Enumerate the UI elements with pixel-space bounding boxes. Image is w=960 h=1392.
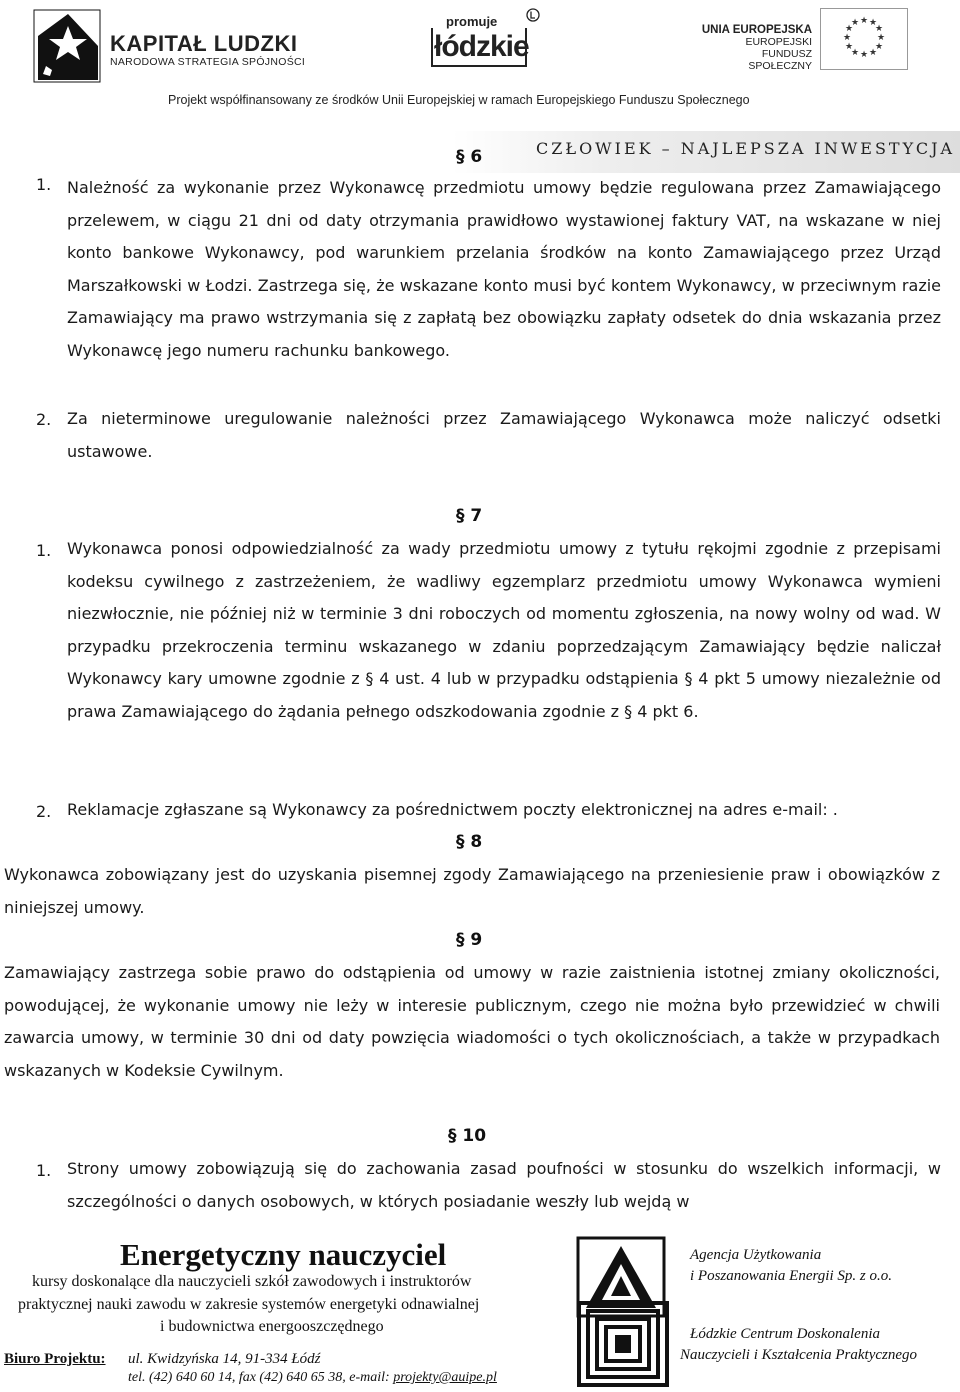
svg-text:★: ★ (868, 18, 878, 28)
centre-line2: Nauczycieli i Kształcenia Praktycznego (680, 1347, 918, 1363)
eu-text (700, 24, 812, 72)
svg-text:★: ★ (844, 24, 854, 34)
s10-item1-text: Strony umowy zobowiązują się do zachowania zasad poufności w stosunku do wszelkich informacji, w szczególności o danych osobowych, w których posiadanie weszły lub wejdą w (67, 1159, 941, 1211)
cofinancing-note: Projekt współfinansowany ze środków Unii Europejskiej w ramach Europejskiego Funduszu Społecznego (168, 93, 750, 107)
eu-line1: UNIA EUROPEJSKA (701, 24, 812, 36)
s7-item1-text: Wykonawca ponosi odpowiedzialność za wady przedmiotu umowy z tytułu rękojmi zgodnie z przepisami kodeksu cywilnego z zastrzeżeniem, że wadliwy egzemplarz przedmiotu umowy Wykonawca wymieni niezwłocznie, nie później niż w terminie 3 dni roboczych od momentu zgłoszenia, na nowy wolny od wad. W przypadku przekroczenia terminu wskazanego w zdaniu poprzedzającym Zamawiający będzie naliczał Wykonawcy kary umowne zgodnie z § 4 ust. 4 lub w przypadku odstąpienia § 4 pkt 5 umowy niezależnie od prawa Zamawiającego do żądania pełnego odszkodowania zgodnie z § 4 pkt 6. (67, 539, 941, 721)
svg-text:★: ★ (859, 50, 869, 60)
section-10-heading: § 10 (448, 1126, 487, 1146)
centre-line1: Łódzkie Centrum Doskonalenia (690, 1326, 880, 1342)
svg-text:★: ★ (874, 24, 884, 34)
svg-text:★: ★ (844, 42, 854, 52)
agency-line2: i Poszanowania Energii Sp. z o.o. (690, 1268, 892, 1284)
kl-title: KAPITAŁ LUDZKI (110, 31, 298, 56)
svg-text:★: ★ (859, 16, 869, 26)
kl-subtitle: NARODOWA STRATEGIA SPÓJNOŚCI (110, 56, 306, 68)
svg-text:★: ★ (850, 48, 860, 58)
s10-item1-number: 1. (36, 1161, 52, 1180)
section-7-heading: § 7 (456, 506, 483, 526)
footer-line3: i budownictwa energooszczędnego (160, 1318, 384, 1335)
section-6-heading: § 6 (456, 147, 483, 167)
eu-line3: FUNDUSZ SPOŁECZNY (748, 48, 812, 72)
footer-address: ul. Kwidzyńska 14, 91-334 Łódź (128, 1351, 321, 1367)
svg-text:★: ★ (850, 18, 860, 28)
section-9-heading: § 9 (456, 930, 483, 950)
s9-text: Zamawiający zastrzega sobie prawo do odstąpienia od umowy w razie zaistnienia istotnej zmiany okoliczności, powodującej, że wykonanie umowy nie leży w interesie publicznym, czego nie można było przewidzieć w chwili zawarcia umowy, w terminie 30 dni od daty powzięcia wiadomości o tych okolicznościach, a także w przypadkach wskazanych w Kodeksie Cywilnym. (4, 963, 940, 1080)
footer-email-link[interactable]: projekty@auipe.pl (393, 1370, 497, 1385)
s7-item1-number: 1. (36, 541, 52, 560)
agency-line1: Agencja Użytkowania (690, 1247, 822, 1263)
footer-line2: praktycznej nauki zawodu w zakresie systemów energetyki odnawialnej (18, 1296, 480, 1313)
promuje-lodzkie-logo (430, 8, 530, 68)
banner-slogan: CZŁOWIEK – NAJLEPSZA INWESTYCJA (536, 139, 956, 158)
s8-text: Wykonawca zobowiązany jest do uzyskania pisemnej zgody Zamawiającego na przeniesienie praw i obowiązków z niniejszej umowy. (4, 865, 940, 917)
s7-item2-number: 2. (36, 802, 52, 821)
footer-line1: kursy doskonalące dla nauczycieli szkół zawodowych i instruktorów (32, 1273, 472, 1290)
kapital-ludzki-text (110, 32, 305, 68)
s6-item1-number: 1. (36, 175, 52, 194)
s6-item2-number: 2. (36, 410, 52, 429)
kapital-ludzki-logo (28, 6, 106, 86)
footer-biuro-label: Biuro Projektu: (4, 1351, 106, 1367)
s7-item2-text: Reklamacje zgłaszane są Wykonawcy za pośrednictwem poczty elektronicznej na adres e-mail: . (67, 800, 838, 819)
svg-text:★: ★ (874, 42, 884, 52)
section-8-heading: § 8 (456, 832, 483, 852)
eu-line2: EUROPEJSKI (745, 36, 812, 48)
logo-frame-icon (430, 8, 530, 68)
promuje-text: promuje (446, 14, 498, 29)
s6-item1-text: Należność za wykonanie przez Wykonawcę przedmiotu umowy będzie regulowana przez Zamawiającego przelewem, w ciągu 21 dni od daty otrzymania prawidłowo wystawionej faktury VAT, na wskazane w niej konto bankowe Wykonawcy, pod warunkiem przelania środków na konto Zamawiającego przez Urząd Marszałkowski w Łodzi. Zastrzega się, że wskazane konto musi być kontem Wykonawcy, w przeciwnym razie Zamawiający ma prawo wstrzymania się z zapłatą bez obowiązku zapłaty odsetek do dnia wskazania przez Wykonawcę jego numeru rachunku bankowego. (67, 178, 941, 360)
svg-text:★: ★ (868, 48, 878, 58)
svg-text:★: ★ (876, 33, 886, 43)
lcdnikp-logo (576, 1300, 670, 1388)
svg-text:★: ★ (842, 33, 852, 43)
footer-contact-text: tel. (42) 640 60 14, fax (42) 640 65 38, e-mail: (128, 1370, 394, 1385)
s6-item2-text: Za nieterminowe uregulowanie należności przez Zamawiającego Wykonawca może naliczyć odsetki ustawowe. (67, 409, 941, 461)
footer-contact (128, 1370, 497, 1386)
lodzkie-text: łódzkie (434, 30, 529, 63)
footer-title: Energetyczny nauczyciel (120, 1237, 447, 1272)
eu-flag-icon (820, 8, 908, 70)
